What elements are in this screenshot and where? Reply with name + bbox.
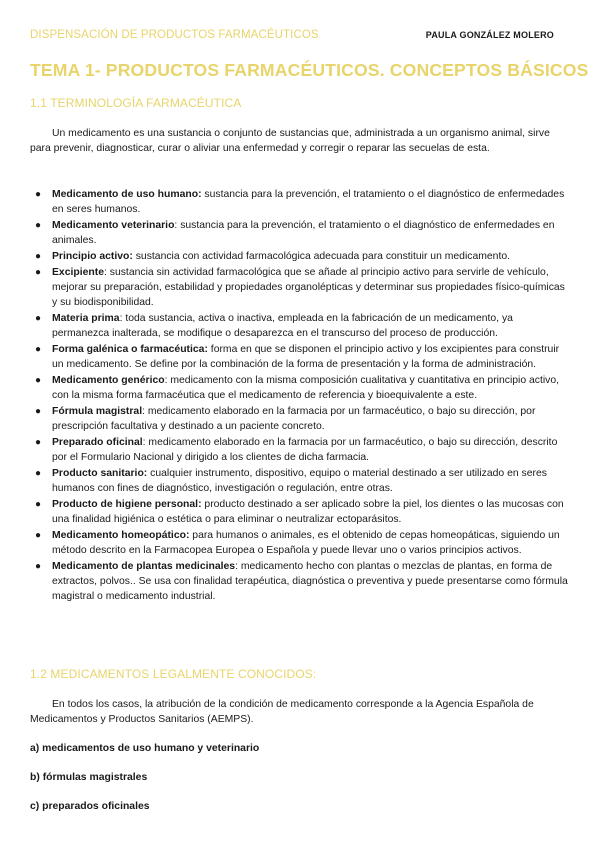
intro-paragraph: Un medicamento es una sustancia o conjunto de sustancias que, administrada a un organismo animal, sirve para prevenir, diagnosticar, curar o aliviar una enfermedad y corregir o reparar las secuelas de esta. xyxy=(30,128,550,155)
list-item xyxy=(30,404,572,434)
subitem-a: a) medicamentos de uso humano y veterinario xyxy=(30,743,260,754)
section-heading-terminology: 1.1 TERMINOLOGÍA FARMACÉUTICA xyxy=(30,96,242,110)
list-item xyxy=(30,373,572,403)
definition-term: Fórmula magistral xyxy=(52,406,143,417)
definition-term: Excipiente xyxy=(52,266,104,278)
definition-text: producto destinado a ser aplicado sobre la piel, los dientes o las mucosas con una finalidad higiénica o estética o para eliminar o neutralizar ectoparásitos. xyxy=(52,499,564,526)
bullet-dot-icon: ● xyxy=(35,220,42,231)
definition-term: Medicamento de plantas medicinales xyxy=(52,561,236,572)
list-item xyxy=(30,559,572,605)
definition-term: Principio activo: xyxy=(52,251,133,262)
definition-term: Medicamento veterinario xyxy=(52,220,175,231)
bullet-dot-icon: ● xyxy=(35,313,42,324)
definition-text: : sustancia sin actividad farmacológica que se añade al principio activo para servirle de vehículo, mejorar su preparación, estabilidad y propiedades organolépticas y determinar sus propiedades físico-químicas y su biodisponibilidad. xyxy=(52,266,565,309)
bullet-dot-icon: ● xyxy=(35,344,42,355)
bullet-dot-icon: ● xyxy=(35,189,42,200)
list-item xyxy=(30,311,572,341)
definition-text: : toda sustancia, activa o inactiva, empleada en la fabricación de un medicamento, ya permanezca inalterada, se modifique o desaparezca en el transcurso del proceso de producción. xyxy=(52,313,513,340)
list-item xyxy=(30,187,572,217)
list-item xyxy=(30,497,572,527)
section-heading-legal-medicines: 1.2 MEDICAMENTOS LEGALMENTE CONOCIDOS: xyxy=(30,667,317,681)
definition-text: sustancia para la prevención, el tratamiento o el diagnóstico de enfermedades en seres humanos. xyxy=(52,189,565,216)
definition-term: Medicamento homeopático: xyxy=(52,530,190,541)
definition-term: Producto de higiene personal: xyxy=(52,499,202,510)
definition-text: : medicamento elaborado en la farmacia por un farmacéutico, o bajo su dirección, por prescripción facultativa y destinado a un paciente concreto. xyxy=(52,406,536,433)
bullet-dot-icon: ● xyxy=(35,375,42,386)
bullet-dot-icon: ● xyxy=(35,437,42,448)
definition-text: : medicamento con la misma composición cualitativa y cuantitativa en principio activo, con la misma forma farmacéutica que el medicamento de referencia y bioequivalente a este. xyxy=(52,375,560,402)
definition-text: sustancia con actividad farmacológica adecuada para constituir un medicamento. xyxy=(132,251,511,262)
definition-term: Forma galénica o farmacéutica: xyxy=(52,344,208,355)
header-subject: DISPENSACIÓN DE PRODUCTOS FARMACÉUTICOS xyxy=(30,29,319,41)
definition-text: : medicamento elaborado en la farmacia por un farmacéutico, o bajo su dirección, descrito por el Formulario Nacional y dirigido a los clientes de dicha farmacia. xyxy=(52,437,558,464)
list-item xyxy=(30,466,572,496)
definition-text: : medicamento hecho con plantas o mezclas de plantas, en forma de extractos, polvos.. Se usa con finalidad terapéutica, diagnóstica o preventiva y puede presentarse como fórmula magistral o medicamento industrial. xyxy=(52,561,568,603)
list-item xyxy=(30,528,572,558)
definition-term: Preparado oficinal xyxy=(52,437,143,448)
definition-term: Materia prima xyxy=(52,313,120,324)
bullet-dot-icon: ● xyxy=(35,499,42,510)
list-item xyxy=(30,435,572,465)
page-title: TEMA 1- PRODUCTOS FARMACÉUTICOS. CONCEPTOS BÁSICOS xyxy=(30,60,589,80)
bullet-dot-icon: ● xyxy=(35,561,42,572)
definition-text: para humanos o animales, es el obtenido de cepas homeopáticas, siguiendo un método descrito en la Farmacopea Europea o Española y puede llevar uno o varios principios activos. xyxy=(52,530,560,557)
list-item xyxy=(30,249,572,264)
bullet-dot-icon: ● xyxy=(35,251,42,262)
bullet-dot-icon: ● xyxy=(35,530,42,541)
definition-text: forma en que se disponen el principio activo y los excipientes para construir un medicamento. Se define por la combinación de la forma de presentación y la forma de administración. xyxy=(52,344,560,371)
list-item xyxy=(30,342,572,372)
page-header xyxy=(30,29,554,41)
bullet-dot-icon: ● xyxy=(35,468,42,479)
subitem-c: c) preparados oficinales xyxy=(30,801,150,812)
definition-term: Medicamento de uso humano: xyxy=(52,189,202,200)
definition-term: Producto sanitario: xyxy=(52,468,148,479)
legal-intro-paragraph: En todos los casos, la atribución de la condición de medicamento corresponde a la Agencia Española de Medicamentos y Productos Sanitarios (AEMPS). xyxy=(30,699,534,726)
header-author: PAULA GONZÁLEZ MOLERO xyxy=(425,30,554,40)
bullet-dot-icon: ● xyxy=(35,266,42,278)
list-item xyxy=(30,218,572,248)
definition-text: : sustancia para la prevención, el tratamiento o el diagnóstico de enfermedades en animales. xyxy=(52,220,555,247)
bullet-dot-icon: ● xyxy=(35,406,42,417)
subitem-b: b) fórmulas magistrales xyxy=(30,772,148,783)
definition-list xyxy=(30,187,572,605)
definition-term: Medicamento genérico xyxy=(52,375,165,386)
list-item xyxy=(30,265,572,311)
definition-text: cualquier instrumento, dispositivo, equipo o material destinado a ser utilizado en seres humanos con fines de diagnóstico, investigación o regulación, entre otras. xyxy=(52,468,547,495)
